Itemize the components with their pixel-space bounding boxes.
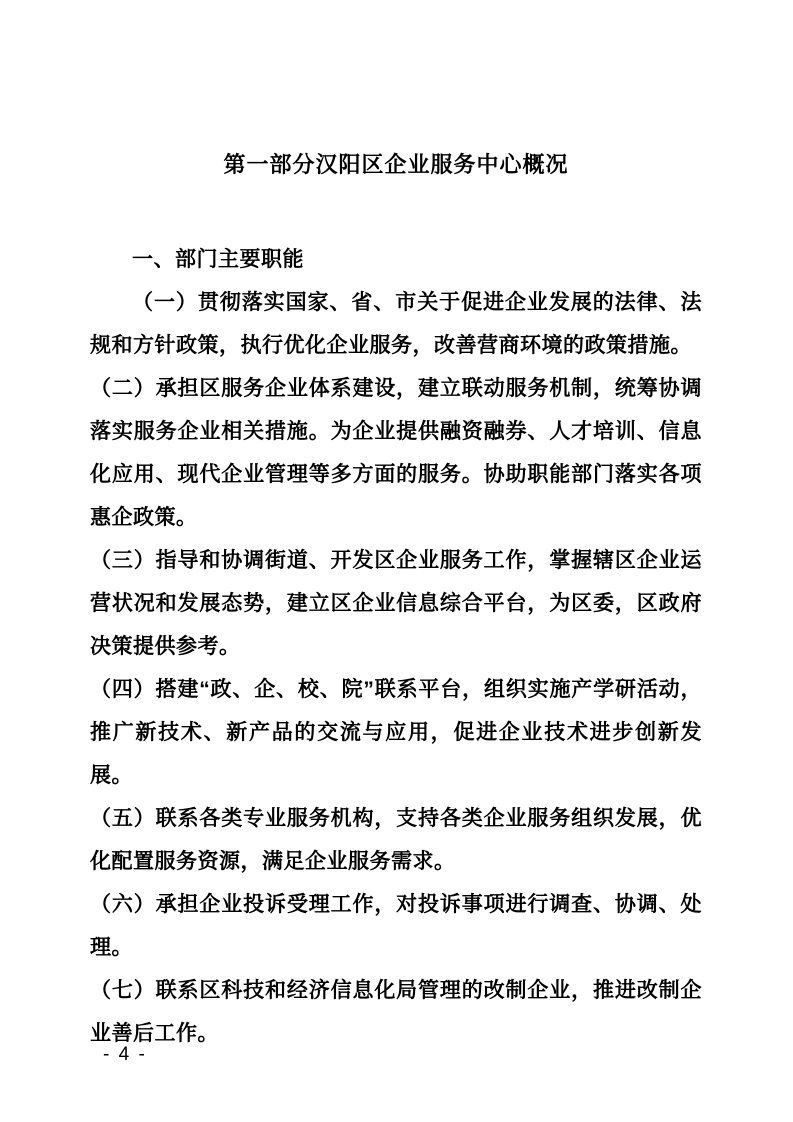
paragraph-2: （二）承担区服务企业体系建设，建立联动服务机制，统筹协调落实服务企业相关措施。为企业提供融资融券、人才培训、信息化应用、现代企业管理等多方面的服务。协助职能部门落实各项惠企政策。 xyxy=(90,377,702,529)
paragraph-6: （六）承担企业投诉受理工作，对投诉事项进行调查、协调、处理。 xyxy=(90,893,702,959)
page-title: 第一部分汉阳区企业服务中心概况 xyxy=(223,152,569,177)
section-heading: 一、部门主要职能 xyxy=(132,248,304,271)
paragraph-1: （一）贯彻落实国家、省、市关于促进企业发展的法律、法规和方针政策，执行优化企业服务，改善营商环境的政策措施。 xyxy=(90,291,702,357)
paragraph-5: （五）联系各类专业服务机构，支持各类企业服务组织发展，优化配置服务资源，满足企业服务需求。 xyxy=(90,807,702,873)
page-number: - 4 - xyxy=(103,1044,147,1065)
paragraph-7: （七）联系区科技和经济信息化局管理的改制企业，推进改制企业善后工作。 xyxy=(90,979,702,1045)
paragraph-4: （四）搭建“政、企、校、院”联系平台，组织实施产学研活动，推广新技术、新产品的交流与应用，促进企业技术进步创新发展。 xyxy=(90,678,702,787)
document-content xyxy=(90,148,702,1055)
paragraph-3: （三）指导和协调街道、开发区企业服务工作，掌握辖区企业运营状况和发展态势，建立区企业信息综合平台，为区委，区政府决策提供参考。 xyxy=(90,549,702,658)
